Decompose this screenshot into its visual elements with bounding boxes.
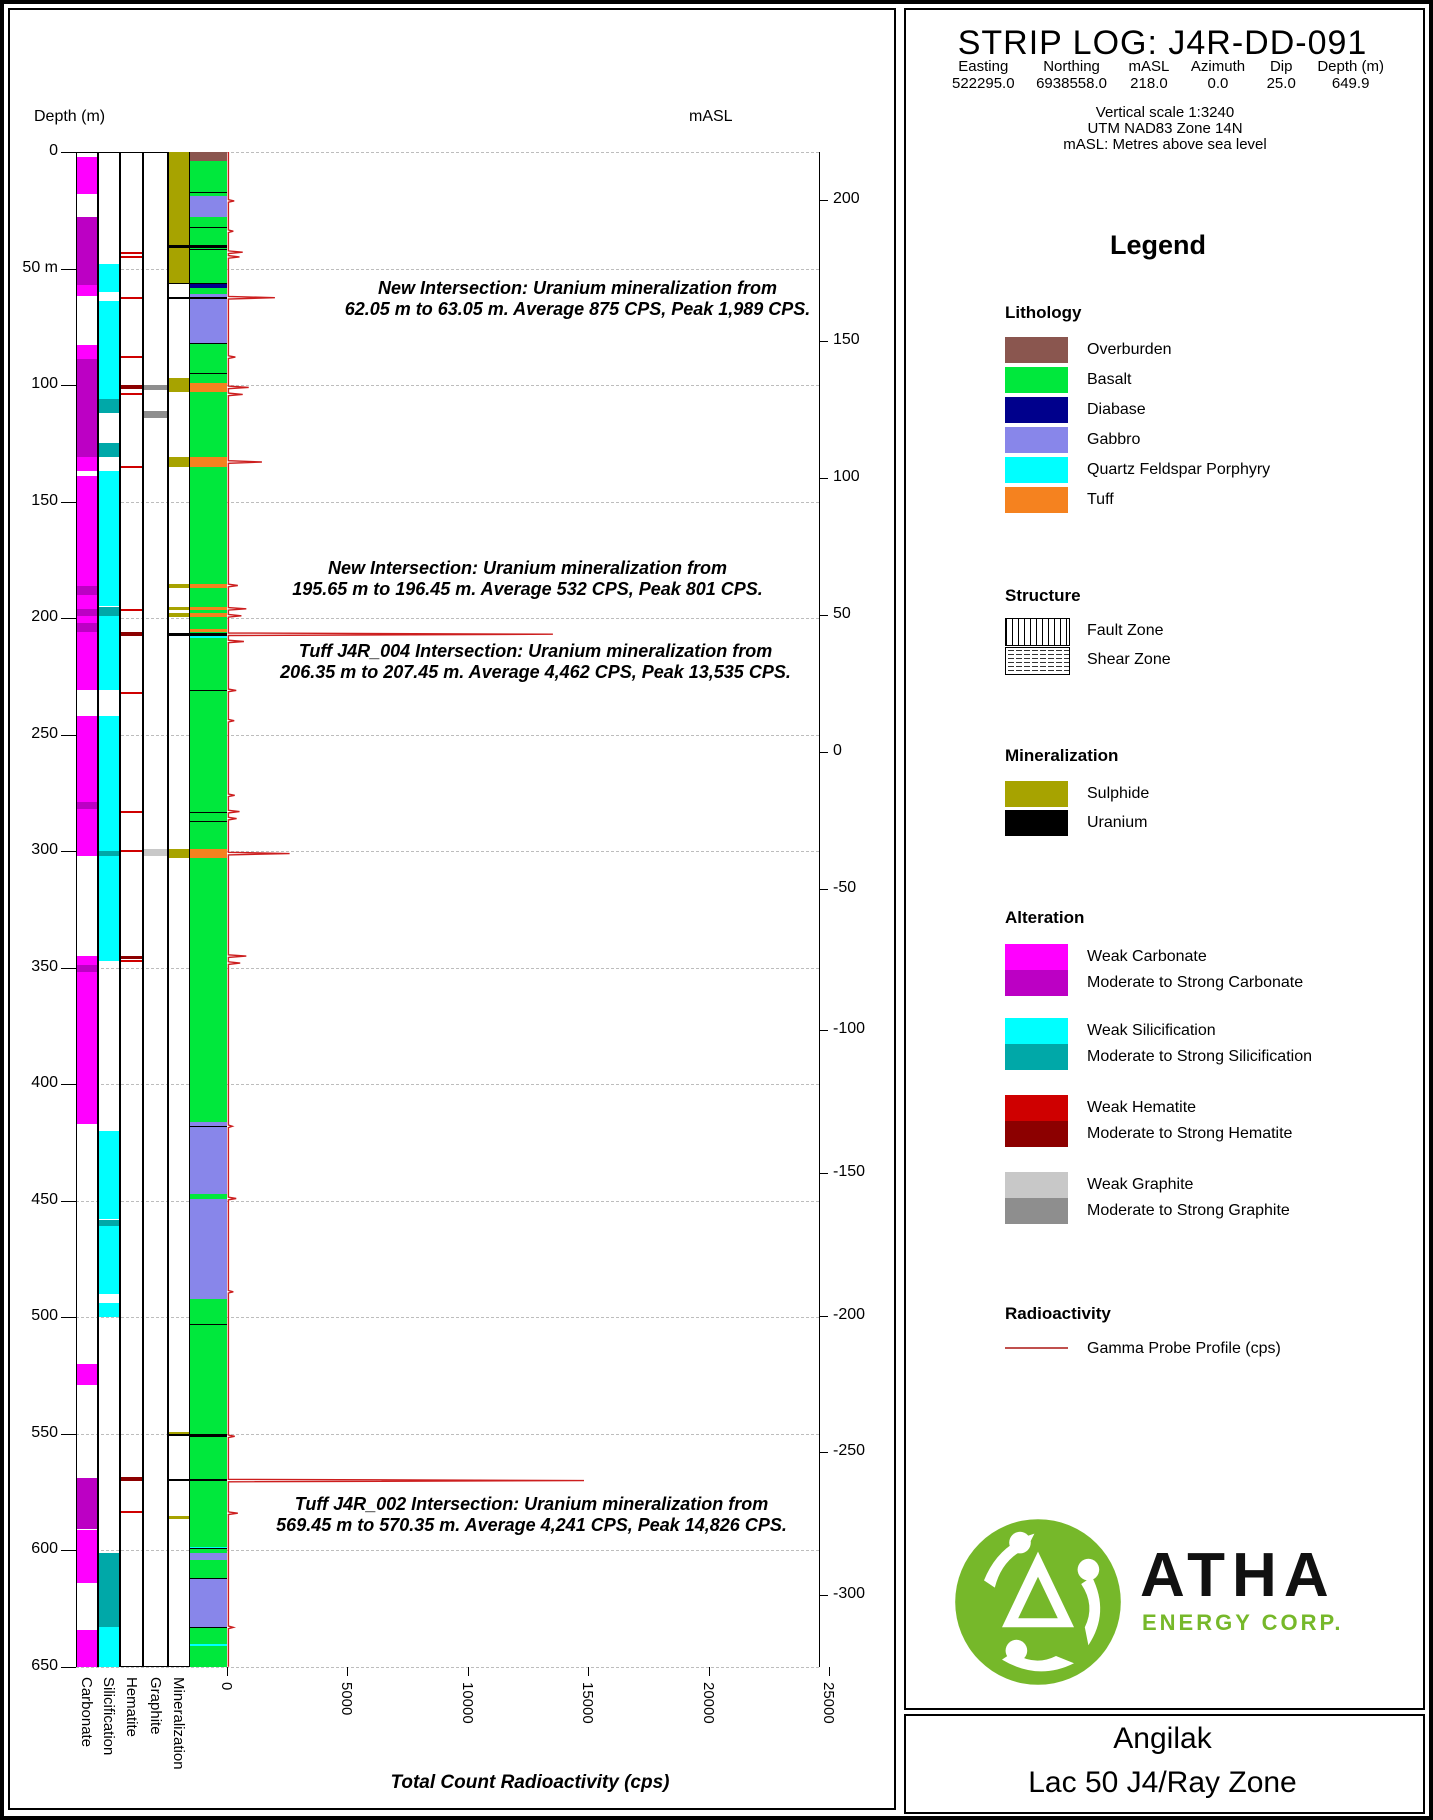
depth-tick	[61, 269, 76, 270]
lithology-interval	[190, 1560, 227, 1579]
carbonate-strong-interval	[77, 623, 97, 632]
collar-field	[1129, 58, 1170, 92]
sulphide-interval	[169, 152, 189, 283]
depth-tick	[61, 502, 76, 503]
hematite-strong-interval	[121, 632, 142, 635]
graphite-strong-interval	[144, 411, 167, 418]
lithology-contact	[190, 227, 227, 228]
lithology-swatch-label: Basalt	[1087, 371, 1132, 388]
alteration-weak-label: Weak Silicification	[1087, 1022, 1216, 1039]
depth-tick-label: 50 m	[22, 258, 58, 276]
hematite-strong-interval	[121, 956, 142, 959]
fault-zone-overlay	[190, 849, 227, 858]
masl-tick-label: -200	[833, 1306, 866, 1324]
annotation-line1: New Intersection: Uranium mineralization from	[327, 558, 728, 578]
lithology-contact	[190, 1578, 227, 1579]
carbonate-weak-interval	[77, 716, 97, 802]
hematite-weak-interval	[121, 960, 142, 962]
alteration-weak-label: Weak Graphite	[1087, 1176, 1194, 1193]
depth-tick-label: 650	[31, 1657, 58, 1675]
carbonate-weak-interval	[77, 1364, 97, 1385]
uranium-interval	[169, 297, 227, 299]
alteration-weak-swatch	[1005, 1018, 1068, 1044]
lithology-interval	[190, 638, 227, 849]
gamma-axis-title: Total Count Radioactivity (cps)	[390, 1772, 670, 1793]
hematite-weak-interval	[121, 811, 142, 813]
scale-note: UTM NAD83 Zone 14N	[1087, 120, 1243, 137]
sulphide-interval	[169, 1516, 189, 1519]
lithology-swatch	[1005, 367, 1068, 393]
collar-field-label: Dip	[1269, 58, 1293, 75]
depth-tick-label: 600	[31, 1540, 58, 1558]
depth-tick	[61, 968, 76, 969]
carbonate-strong-interval	[77, 609, 97, 616]
collar-field-label: Depth (m)	[1317, 58, 1384, 75]
silicification-strong-interval	[99, 851, 119, 856]
alteration-section-heading: Alteration	[1005, 908, 1085, 927]
fault-zone-overlay	[190, 383, 227, 392]
mineralization-swatch-label: Uranium	[1087, 814, 1148, 831]
hematite-strong-interval	[121, 1477, 142, 1481]
carbonate-weak-interval	[77, 457, 97, 471]
masl-axis-line	[819, 152, 820, 1667]
silicification-weak-interval	[99, 1226, 119, 1294]
hematite-weak-interval	[121, 850, 142, 852]
silicification-weak-interval	[99, 1303, 119, 1317]
collar-field-value: 6938558.0	[1036, 75, 1107, 92]
hematite-strong-interval	[121, 385, 142, 388]
gamma-legend-label: Gamma Probe Profile (cps)	[1087, 1340, 1281, 1357]
silicification-strong-interval	[99, 1553, 119, 1628]
annotation-line1: Tuff J4R_004 Intersection: Uranium mineralization from	[298, 641, 773, 661]
collar-field	[952, 58, 1015, 92]
gamma-tick	[829, 1667, 830, 1676]
gamma-tick	[227, 1667, 228, 1676]
carbonate-weak-interval	[77, 595, 97, 609]
silicification-strong-interval	[99, 443, 119, 457]
hematite-track	[120, 152, 143, 1667]
lithology-contact	[190, 192, 227, 193]
lithology-interval	[190, 588, 227, 607]
radioactivity-section-heading: Radioactivity	[1005, 1304, 1111, 1323]
lithology-interval	[190, 152, 227, 161]
atha-subtitle: ENERGY CORP.	[1142, 1610, 1344, 1635]
annotation-2	[255, 558, 800, 600]
uranium-interval	[169, 633, 227, 636]
carbonate-weak-interval	[77, 972, 97, 1124]
gamma-tick	[468, 1667, 469, 1676]
depth-tick-label: 500	[31, 1307, 58, 1325]
masl-tick-label: -300	[833, 1585, 866, 1603]
sulphide-interval	[169, 378, 189, 392]
lithology-interval	[190, 1299, 227, 1547]
silicification-weak-interval	[99, 716, 119, 851]
alteration-weak-swatch	[1005, 1172, 1068, 1198]
uranium-interval	[169, 1434, 227, 1436]
depth-tick-label: 0	[49, 142, 58, 160]
shear-zone-swatch	[1005, 647, 1070, 675]
structure-swatch-label: Shear Zone	[1087, 651, 1171, 668]
gamma-tick-label: 10000	[458, 1682, 476, 1724]
depth-tick	[61, 1550, 76, 1551]
track-label-silicification: Silicification	[100, 1677, 117, 1756]
sulphide-interval	[169, 584, 189, 587]
legend-heading: Legend	[1110, 230, 1207, 260]
carbonate-weak-interval	[77, 476, 97, 586]
lithology-swatch	[1005, 457, 1068, 483]
lithology-interval	[190, 467, 227, 585]
lithology-contact	[190, 249, 227, 250]
hematite-weak-interval	[121, 692, 142, 694]
lithology-interval	[190, 1553, 227, 1560]
masl-tick	[819, 1030, 828, 1031]
silicification-weak-interval	[99, 471, 119, 606]
graphite-weak-interval	[144, 849, 167, 856]
masl-tick-label: 100	[833, 468, 860, 486]
alteration-weak-swatch	[1005, 1095, 1068, 1121]
collar-field-value: 218.0	[1130, 75, 1168, 92]
collar-field	[1191, 58, 1245, 92]
alteration-weak-swatch	[1005, 944, 1068, 970]
masl-tick	[819, 1316, 828, 1317]
lithology-swatch-label: Overburden	[1087, 341, 1172, 358]
alteration-strong-swatch	[1005, 1121, 1068, 1147]
lithology-interval	[190, 392, 227, 457]
annotation-line2: 62.05 m to 63.05 m. Average 875 CPS, Peak 1,989 CPS.	[344, 299, 811, 319]
sulphide-interval	[169, 849, 189, 858]
scale-note: mASL: Metres above sea level	[1063, 136, 1267, 153]
legend-panel	[904, 8, 1425, 1710]
alteration-strong-swatch	[1005, 1198, 1068, 1224]
depth-tick	[61, 1084, 76, 1085]
depth-tick-label: 400	[31, 1074, 58, 1092]
lithology-interval	[190, 858, 227, 1121]
masl-tick-label: -50	[833, 879, 857, 897]
annotation-line1: Tuff J4R_002 Intersection: Uranium mineralization from	[294, 1494, 769, 1514]
masl-tick-label: -150	[833, 1163, 866, 1181]
collar-field	[1267, 58, 1296, 92]
lithology-contact	[190, 1548, 227, 1549]
project-name: Angilak	[1113, 1722, 1212, 1755]
annotation-line2: 206.35 m to 207.45 m. Average 4,462 CPS, Peak 13,535 CPS.	[280, 662, 791, 682]
atha-wordmark: ATHA	[1140, 1541, 1336, 1610]
page-title: STRIP LOG: J4R-DD-091	[957, 24, 1368, 62]
fault-zone-swatch	[1005, 618, 1070, 646]
collar-field	[1036, 58, 1107, 92]
uranium-interval	[169, 1479, 227, 1481]
lithology-contact	[190, 1627, 227, 1628]
atha-logo-icon	[948, 1512, 1128, 1692]
mineralization-section-heading: Mineralization	[1005, 746, 1119, 765]
uranium-interval	[169, 283, 227, 285]
carbonate-strong-interval	[77, 1478, 97, 1529]
alteration-strong-label: Moderate to Strong Silicification	[1087, 1048, 1312, 1065]
annotation-1	[290, 278, 865, 320]
carbonate-weak-interval	[77, 1630, 97, 1667]
alteration-weak-label: Weak Carbonate	[1087, 948, 1207, 965]
annotation-line2: 569.45 m to 570.35 m. Average 4,241 CPS, Peak 14,826 CPS.	[276, 1515, 787, 1535]
depth-tick	[61, 1434, 76, 1435]
silicification-weak-interval	[99, 301, 119, 399]
depth-tick	[61, 1317, 76, 1318]
lithology-contact	[190, 343, 227, 344]
depth-tick	[61, 851, 76, 852]
masl-tick-label: 50	[833, 605, 851, 623]
depth-tick-label: 250	[31, 724, 58, 742]
masl-tick-label: -250	[833, 1442, 866, 1460]
graphite-strong-interval	[144, 385, 167, 390]
silicification-weak-interval	[99, 1131, 119, 1220]
carbonate-weak-interval	[77, 809, 97, 856]
carbonate-weak-interval	[77, 956, 97, 965]
silicification-strong-interval	[99, 399, 119, 413]
depth-gridline	[76, 1667, 819, 1668]
lithology-interval	[190, 1199, 227, 1299]
lithology-contact	[190, 690, 227, 691]
lithology-swatch	[1005, 397, 1068, 423]
lithology-swatch	[1005, 337, 1068, 363]
lithology-swatch-label: Quartz Feldspar Porphyry	[1087, 461, 1271, 478]
collar-field-label: Azimuth	[1190, 58, 1246, 75]
silicification-strong-interval	[99, 607, 119, 616]
scale-note: Vertical scale 1:3240	[1095, 104, 1235, 121]
lithology-swatch	[1005, 487, 1068, 513]
masl-tick	[819, 341, 828, 342]
gamma-tick-label: 20000	[699, 1682, 717, 1724]
sulphide-interval	[169, 613, 189, 616]
depth-tick-label: 300	[31, 841, 58, 859]
alteration-strong-label: Moderate to Strong Hematite	[1087, 1125, 1293, 1142]
masl-tick-label: -100	[833, 1020, 866, 1038]
lithology-contact	[190, 1126, 227, 1127]
lithology-interval	[190, 294, 227, 343]
hematite-weak-interval	[121, 393, 142, 395]
lithology-interval	[190, 617, 227, 629]
alteration-strong-label: Moderate to Strong Carbonate	[1087, 974, 1304, 991]
shear-zone-overlay	[190, 375, 227, 380]
lithology-interval	[190, 1646, 227, 1667]
alteration-strong-label: Moderate to Strong Graphite	[1087, 1202, 1290, 1219]
lithology-swatch-label: Diabase	[1087, 401, 1146, 418]
collar-field-label: Easting	[958, 58, 1009, 75]
structure-swatch-label: Fault Zone	[1087, 622, 1164, 639]
masl-tick	[819, 889, 828, 890]
depth-tick-label: 200	[31, 608, 58, 626]
masl-tick-label: 0	[833, 742, 842, 760]
carbonate-weak-interval	[77, 157, 97, 194]
track-label-carbonate: Carbonate	[78, 1677, 95, 1748]
carbonate-strong-interval	[77, 217, 97, 285]
depth-tick-label: 350	[31, 957, 58, 975]
carbonate-strong-interval	[77, 359, 97, 457]
depth-tick-label: 550	[31, 1424, 58, 1442]
carbonate-weak-interval	[77, 616, 97, 623]
silicification-strong-interval	[99, 1220, 119, 1227]
track-label-graphite: Graphite	[146, 1677, 164, 1735]
lithology-swatch-label: Gabbro	[1087, 431, 1141, 448]
gamma-tick-label: 0	[218, 1682, 235, 1691]
alteration-weak-label: Weak Hematite	[1087, 1099, 1197, 1116]
track-label-hematite: Hematite	[122, 1677, 140, 1738]
carbonate-weak-interval	[77, 345, 97, 359]
collar-metadata	[952, 58, 1384, 92]
lithology-contact	[190, 812, 227, 813]
depth-tick-label: 450	[31, 1190, 58, 1208]
carbonate-strong-interval	[77, 586, 97, 595]
depth-tick	[61, 1667, 76, 1668]
masl-axis-header: mASL	[689, 108, 733, 125]
fault-zone-overlay	[190, 457, 227, 466]
lithology-swatch	[1005, 427, 1068, 453]
annotation-line2: 195.65 m to 196.45 m. Average 532 CPS, Peak 801 CPS.	[292, 579, 763, 599]
collar-field	[1317, 58, 1384, 92]
gamma-tick-label: 5000	[338, 1682, 356, 1716]
depth-tick	[61, 385, 76, 386]
carbonate-weak-interval	[77, 285, 97, 297]
gamma-tick	[709, 1667, 710, 1676]
mineralization-swatch	[1005, 810, 1068, 836]
depth-tick	[61, 735, 76, 736]
sulphide-interval	[169, 607, 189, 610]
gamma-tick	[347, 1667, 348, 1676]
depth-tick	[61, 618, 76, 619]
mineralization-swatch-label: Sulphide	[1087, 785, 1150, 802]
annotation-line1: New Intersection: Uranium mineralization from	[377, 278, 778, 298]
silicification-weak-interval	[99, 264, 119, 292]
gamma-tick	[588, 1667, 589, 1676]
depth-tick-label: 150	[31, 491, 58, 509]
lithology-interval	[190, 196, 227, 217]
carbonate-weak-interval	[77, 1530, 97, 1584]
depth-axis-header: Depth (m)	[34, 108, 106, 125]
masl-tick	[819, 200, 828, 201]
hematite-weak-interval	[121, 466, 142, 468]
gamma-tick-label: 25000	[820, 1682, 837, 1724]
hematite-weak-interval	[121, 609, 142, 611]
hematite-weak-interval	[121, 252, 142, 254]
atha-logo	[948, 1512, 1128, 1692]
alteration-strong-swatch	[1005, 970, 1068, 996]
masl-tick-label: 200	[833, 190, 860, 208]
lithology-section-heading: Lithology	[1005, 303, 1082, 322]
collar-field-value: 25.0	[1266, 75, 1296, 92]
hematite-weak-interval	[121, 356, 142, 358]
masl-tick	[819, 752, 828, 753]
gamma-tick-label: 15000	[579, 1682, 597, 1724]
lithology-interval	[190, 1578, 227, 1627]
silicification-weak-interval	[99, 1627, 119, 1666]
track-label-mineralization: Mineralization	[170, 1677, 187, 1770]
hematite-weak-interval	[121, 297, 142, 299]
uranium-interval	[169, 245, 227, 248]
masl-tick-label: 150	[833, 331, 860, 349]
masl-tick	[819, 1173, 828, 1174]
hematite-weak-interval	[121, 1511, 142, 1513]
silicification-weak-interval	[99, 856, 119, 961]
annotation-3	[248, 641, 823, 683]
masl-tick	[819, 1452, 828, 1453]
lithology-contact	[190, 1324, 227, 1325]
depth-tick-label: 100	[31, 375, 58, 393]
collar-field-value: 522295.0	[952, 75, 1015, 92]
zone-name: Lac 50 J4/Ray Zone	[1028, 1766, 1297, 1799]
lithology-interval	[190, 1627, 227, 1643]
alteration-strong-swatch	[1005, 1044, 1068, 1070]
collar-field-label: mASL	[1128, 58, 1170, 75]
lithology-swatch-label: Tuff	[1087, 491, 1114, 508]
depth-tick	[61, 1201, 76, 1202]
collar-field-value: 0.0	[1207, 75, 1229, 92]
graphite-track	[143, 152, 168, 1667]
masl-tick	[819, 478, 828, 479]
carbonate-strong-interval	[77, 802, 97, 809]
lithology-interval	[190, 1122, 227, 1194]
masl-tick	[819, 615, 828, 616]
masl-tick	[819, 1595, 828, 1596]
lithology-contact	[190, 821, 227, 822]
carbonate-weak-interval	[77, 632, 97, 690]
hematite-weak-interval	[121, 256, 142, 258]
collar-field-label: Northing	[1043, 58, 1100, 75]
carbonate-strong-interval	[77, 965, 97, 972]
sulphide-interval	[169, 457, 189, 466]
structure-section-heading: Structure	[1005, 586, 1081, 605]
depth-tick	[61, 152, 76, 153]
silicification-weak-interval	[99, 616, 119, 691]
mineralization-swatch	[1005, 781, 1068, 807]
gamma-legend-line	[1005, 1347, 1068, 1349]
collar-field-value: 649.9	[1331, 75, 1370, 92]
annotation-4	[244, 1494, 819, 1536]
